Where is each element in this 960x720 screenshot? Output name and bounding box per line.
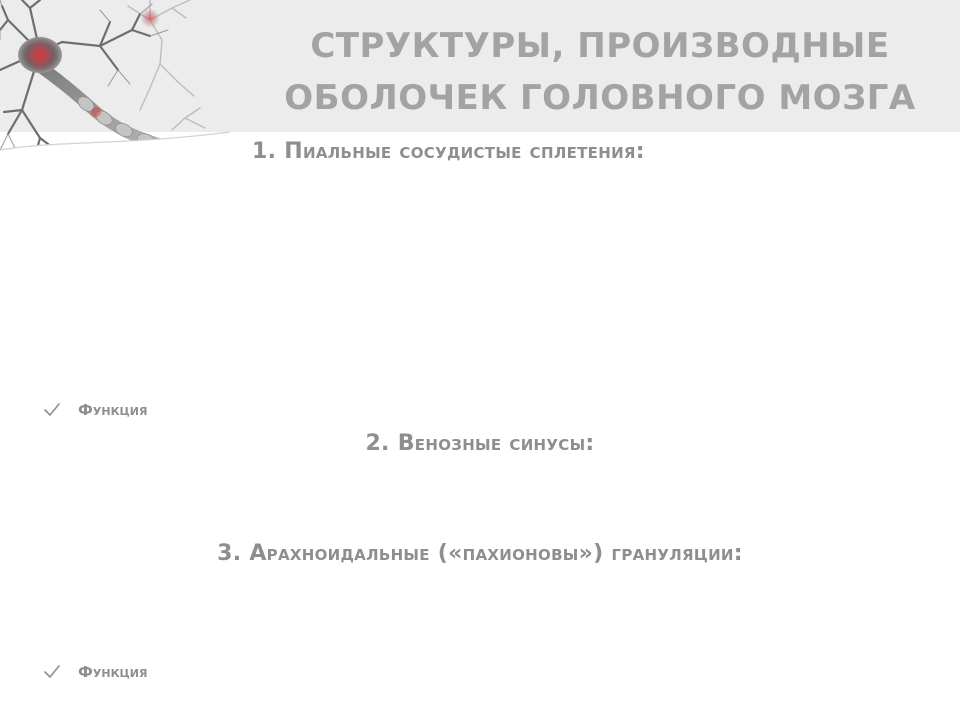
bullet-text: Функция — [78, 663, 148, 681]
bullet-text: Функция — [78, 401, 148, 419]
neuron-back-dendrites — [128, 0, 205, 130]
bullet-function-2 — [44, 663, 147, 681]
slide-title — [240, 20, 960, 124]
check-icon — [44, 403, 60, 417]
axon-signal — [91, 107, 101, 117]
section-number: 2. — [365, 431, 390, 456]
slide-title-line-2: ОБОЛОЧЕК ГОЛОВНОГО МОЗГА — [284, 78, 916, 118]
section-label: Пиальные сосудистые сплетения: — [284, 139, 645, 164]
section-number: 1. — [252, 139, 277, 164]
section-label: Венозные синусы: — [397, 431, 595, 456]
section-number: 3. — [217, 541, 242, 566]
section-heading-1 — [0, 139, 960, 164]
slide-title-line-1: СТРУКТУРЫ, ПРОИЗВОДНЫЕ — [310, 26, 890, 66]
section-heading-2 — [0, 431, 960, 456]
section-label: Арахноидальные («пахионовы») грануляции: — [249, 541, 743, 566]
neuron-soma-glow — [20, 35, 60, 75]
check-icon — [44, 665, 60, 679]
bullet-function-1 — [44, 401, 147, 419]
section-heading-3 — [0, 541, 960, 566]
